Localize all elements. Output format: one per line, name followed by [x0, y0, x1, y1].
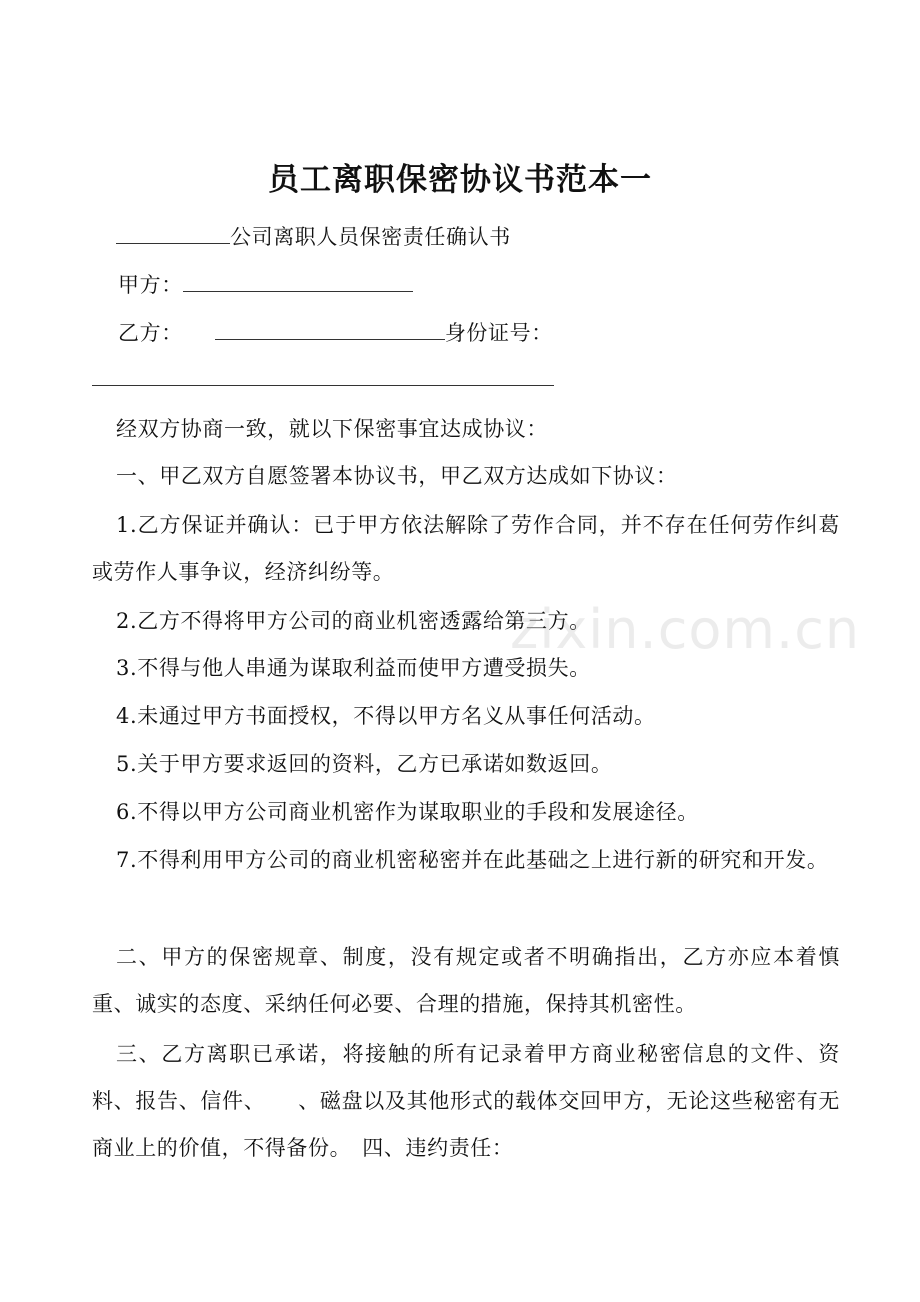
document-title: 员工离职保密协议书范本一	[268, 162, 652, 198]
party-b-name-blank	[215, 319, 445, 340]
subtitle-line	[116, 222, 511, 252]
paragraph-item-4: 4.未通过甲方书面授权，不得以甲方名义从事任何活动。	[116, 704, 656, 728]
watermark: zixin.com.cn	[510, 598, 861, 661]
paragraph-item-7: 7.不得利用甲方公司的商业机密秘密并在此基础之上进行新的研究和开发。	[116, 848, 829, 872]
party-b-label: 乙方：	[118, 321, 183, 345]
paragraph-section-2: 二、甲方的保密规章、制度，没有规定或者不明确指出，乙方亦应本着慎重、诚实的态度、采纳任何必要、合理的措施，保持其机密性。	[92, 945, 840, 1016]
paragraph-item-2: 2.乙方不得将甲方公司的商业机密透露给第三方。	[116, 609, 591, 633]
party-b-line	[118, 318, 553, 348]
paragraph-item-5: 5.关于甲方要求返回的资料，乙方已承诺如数返回。	[116, 752, 613, 776]
paragraph-section-1: 一、甲乙双方自愿签署本协议书，甲乙双方达成如下协议：	[116, 464, 678, 488]
paragraph-item-6: 6.不得以甲方公司商业机密作为谋取职业的手段和发展途径。	[116, 800, 699, 824]
paragraph-item-1: 1.乙方保证并确认：已于甲方依法解除了劳作合同，并不存在任何劳作纠葛或劳作人事争议，经济纠纷等。	[92, 513, 840, 584]
subtitle-text: 公司离职人员保密责任确认书	[230, 225, 511, 249]
paragraph-intro: 经双方协商一致，就以下保密事宜达成协议：	[116, 417, 548, 441]
company-name-blank	[116, 223, 230, 244]
id-number-line	[92, 364, 554, 394]
paragraph-item-3: 3.不得与他人串通为谋取利益而使甲方遭受损失。	[116, 656, 591, 680]
party-a-label: 甲方：	[118, 273, 183, 297]
id-number-blank	[92, 365, 554, 386]
party-a-blank	[183, 271, 413, 292]
paragraph-section-3: 三、乙方离职已承诺，将接触的所有记录着甲方商业秘密信息的文件、资料、报告、信件、 、磁盘以及其他形式的载体交回甲方，无论这些秘密有无商业上的价值，不得备份。 四、违约责任：	[92, 1042, 840, 1160]
party-a-line	[118, 270, 413, 300]
id-number-label: 身份证号：	[444, 321, 553, 345]
